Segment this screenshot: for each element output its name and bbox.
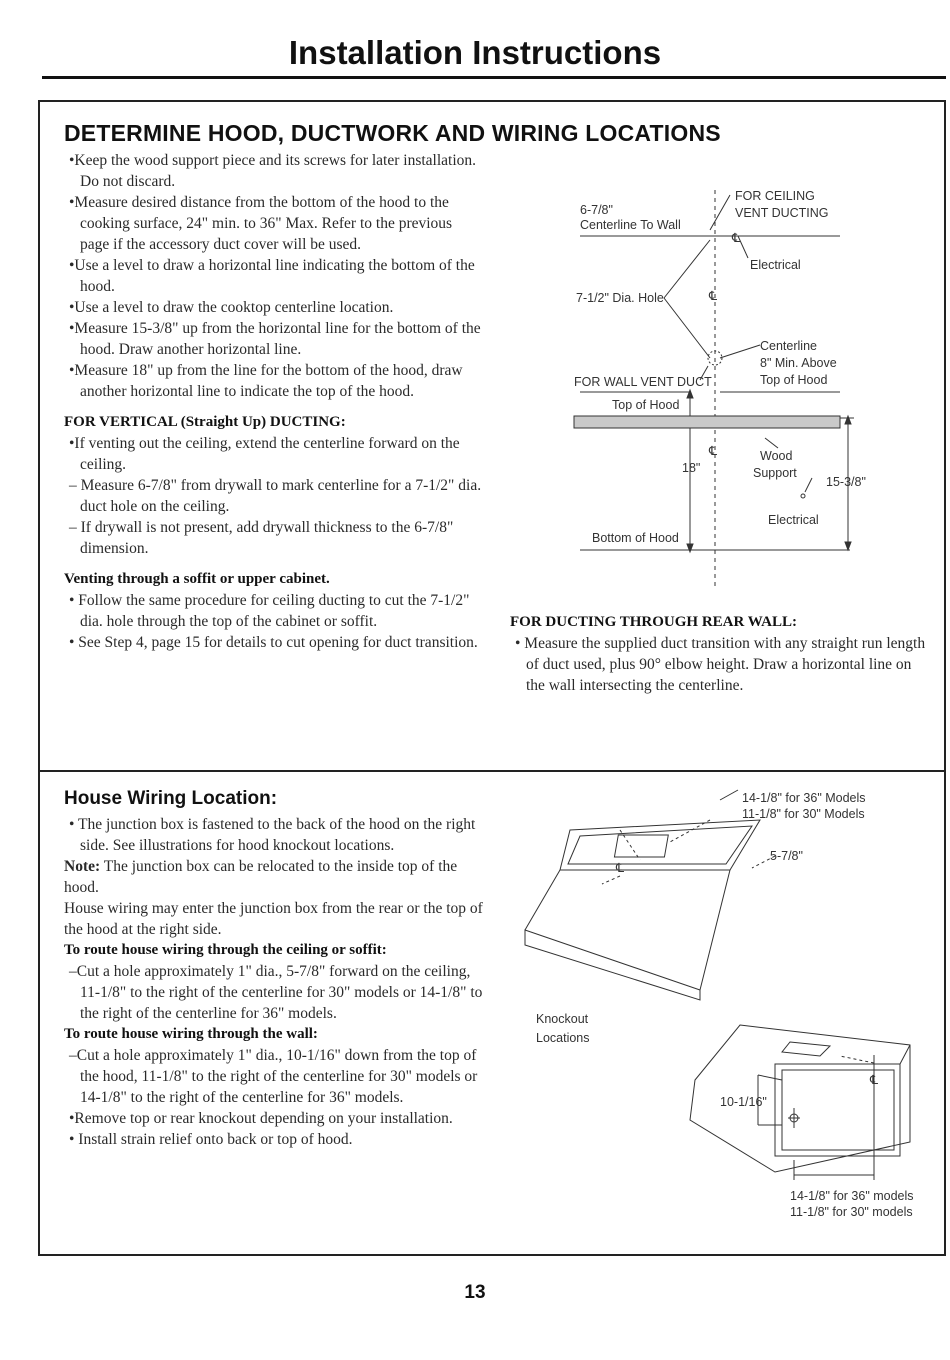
label-for-ceiling: FOR CEILING	[735, 189, 815, 203]
subheading-soffit: Venting through a soffit or upper cabinet.	[64, 571, 330, 587]
label-dia-hole: 7-1/2" Dia. Hole	[576, 291, 664, 305]
label-578: 5-7/8"	[770, 849, 803, 863]
section-heading: DETERMINE HOOD, DUCTWORK AND WIRING LOCATIONS	[64, 120, 721, 146]
list-item: – If drywall is not present, add drywall thickness to the 6-7/8" dimension.	[69, 519, 454, 557]
subheading-ceiling: To route house wiring through the ceiling or soffit:	[64, 942, 387, 958]
rear-wall-column	[510, 612, 930, 696]
list-item: • See Step 4, page 15 for details to cut opening for duct transition.	[69, 634, 478, 651]
title-rule	[42, 76, 946, 79]
centerline-mark: ℄	[709, 289, 718, 303]
label-electrical-bottom: Electrical	[768, 513, 819, 527]
paragraph: House wiring may enter the junction box from the rear or the top of the hood at the right side.	[64, 900, 483, 938]
list-item: •Keep the wood support piece and its screws for later installation. Do not discard.	[69, 152, 477, 190]
label-top-36: 14-1/8" for 36" Models	[742, 791, 866, 805]
label-support: Support	[753, 466, 797, 480]
list-item: • Follow the same procedure for ceiling ducting to cut the 7-1/2" dia. hole through the top of the cabinet or soffit.	[69, 592, 470, 630]
label-bottom-30: 11-1/8" for 30" models	[790, 1205, 913, 1219]
page-number: 13	[464, 1282, 486, 1303]
list-item: •If venting out the ceiling, extend the centerline forward on the ceiling.	[69, 435, 460, 473]
label-electrical-top: Electrical	[750, 258, 801, 272]
list-item: •Measure desired distance from the bottom of the hood to the cooking surface, 24" min. to 36" Max. Refer to the previous page if the accessory duct cover will be used.	[69, 194, 453, 253]
instructions-column	[64, 150, 484, 653]
label-18: 18"	[682, 461, 701, 475]
list-item: •Measure 18" up from the line for the bottom of the hood, draw another horizontal line to indicate the top of the hood.	[69, 362, 463, 400]
label-centerline: Centerline	[760, 339, 817, 353]
list-item: • The junction box is fastened to the back of the hood on the right side. See illustrations for hood knockout locations.	[69, 816, 476, 854]
note-text: The junction box can be relocated to the inside top of the hood.	[64, 858, 458, 896]
note-label: Note:	[64, 858, 101, 875]
label-687: 6-7/8"	[580, 203, 613, 217]
subheading-rear-wall: FOR DUCTING THROUGH REAR WALL:	[510, 614, 797, 630]
label-locations: Locations	[536, 1031, 590, 1045]
label-10116: 10-1/16"	[720, 1095, 767, 1109]
page-title: Installation Instructions	[288, 34, 662, 71]
label-1538: 15-3/8"	[826, 475, 866, 489]
centerline-mark: ℄	[616, 861, 625, 875]
label-top-of-hood-right: Top of Hood	[760, 373, 828, 387]
label-min-above: 8" Min. Above	[760, 356, 837, 370]
list-item: •Use a level to draw a horizontal line indicating the bottom of the hood.	[69, 257, 475, 295]
subheading-wall: To route house wiring through the wall:	[64, 1026, 318, 1042]
centerline-mark: ℄	[732, 231, 741, 245]
label-top-30: 11-1/8" for 30" Models	[742, 807, 865, 821]
section-divider	[38, 770, 946, 772]
label-bottom-of-hood: Bottom of Hood	[592, 531, 679, 545]
centerline-mark: ℄	[870, 1073, 879, 1087]
list-item: • Measure the supplied duct transition with any straight run length of duct used, plus 90° elbow height. Draw a horizontal line on the wall intersecting the centerline.	[515, 635, 926, 694]
list-item: – Measure 6-7/8" from drywall to mark centerline for a 7-1/2" dia. duct hole on the ceiling.	[69, 477, 482, 515]
section-heading: House Wiring Location:	[64, 788, 278, 809]
label-knockout: Knockout	[536, 1012, 589, 1026]
label-wood: Wood	[760, 449, 793, 463]
hood-location-diagram	[560, 180, 890, 595]
list-item: –Cut a hole approximately 1" dia., 5-7/8" forward on the ceiling, 11-1/8" to the right of the centerline for 30" models or 14-1/8" to the right of the centerline for 36" models.	[69, 963, 483, 1022]
label-vent-ducting: VENT DUCTING	[735, 206, 829, 220]
list-item: –Cut a hole approximately 1" dia., 10-1/16" down from the top of the hood, 11-1/8" to the right of the centerline for 30" models or 14-1/8" to the right of the centerline for 36" models.	[69, 1047, 478, 1106]
note	[64, 856, 484, 898]
list-item: •Measure 15-3/8" up from the horizontal line for the bottom of the hood. Draw another horizontal line.	[69, 320, 481, 358]
subheading-vertical-ducting: FOR VERTICAL (Straight Up) DUCTING:	[64, 414, 346, 430]
label-for-wall-vent-duct: FOR WALL VENT DUCT	[574, 375, 712, 389]
wiring-column	[64, 814, 484, 1150]
wood-support-bar	[574, 416, 840, 428]
list-item: •Remove top or rear knockout depending on your installation.	[69, 1110, 453, 1127]
list-item: •Use a level to draw the cooktop centerline location.	[69, 299, 394, 316]
centerline-mark: ℄	[709, 444, 718, 458]
list-item: • Install strain relief onto back or top of hood.	[69, 1131, 353, 1148]
knockout-diagram	[520, 780, 930, 1235]
label-bottom-36: 14-1/8" for 36" models	[790, 1189, 914, 1203]
label-top-of-hood-left: Top of Hood	[612, 398, 680, 412]
label-centerline-to-wall: Centerline To Wall	[580, 218, 681, 232]
